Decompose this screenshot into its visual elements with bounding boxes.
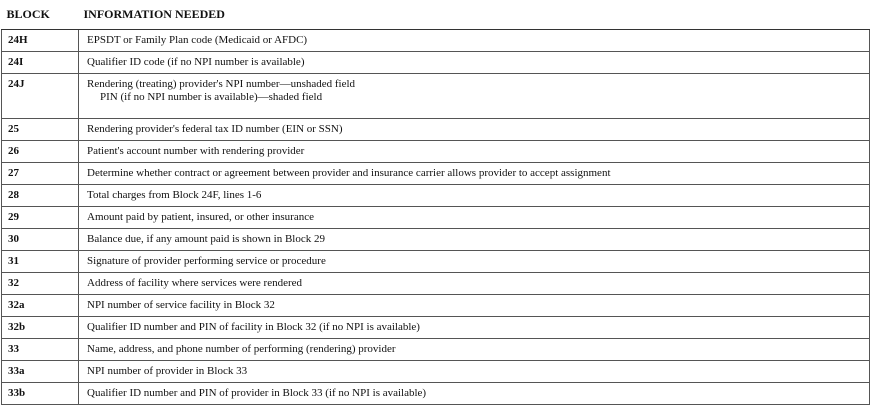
block-cell: 30 bbox=[2, 229, 79, 251]
header-row bbox=[2, 0, 870, 30]
table-row bbox=[2, 273, 870, 295]
table-row bbox=[2, 141, 870, 163]
block-cell: 31 bbox=[2, 251, 79, 273]
info-cell: Determine whether contract or agreement between provider and insurance carrier allows provider to accept assignment bbox=[79, 163, 870, 185]
block-cell: 28 bbox=[2, 185, 79, 207]
info-cell: Patient's account number with rendering provider bbox=[79, 141, 870, 163]
info-cell bbox=[79, 74, 870, 119]
info-line-npi: Rendering (treating) provider's NPI number—unshaded field bbox=[87, 78, 356, 90]
block-cell: 25 bbox=[2, 119, 79, 141]
info-cell: Signature of provider performing service or procedure bbox=[79, 251, 870, 273]
table-row bbox=[2, 74, 870, 119]
info-cell: Rendering provider's federal tax ID number (EIN or SSN) bbox=[79, 119, 870, 141]
table-row bbox=[2, 339, 870, 361]
info-cell: Qualifier ID number and PIN of facility in Block 32 (if no NPI is available) bbox=[79, 317, 870, 339]
info-cell: Amount paid by patient, insured, or other insurance bbox=[79, 207, 870, 229]
info-cell: Total charges from Block 24F, lines 1-6 bbox=[79, 185, 870, 207]
info-cell: EPSDT or Family Plan code (Medicaid or AFDC) bbox=[79, 30, 870, 52]
info-cell: Qualifier ID code (if no NPI number is available) bbox=[79, 52, 870, 74]
column-header-block: BLOCK bbox=[2, 0, 79, 30]
block-cell: 24H bbox=[2, 30, 79, 52]
table-row bbox=[2, 383, 870, 405]
table-row bbox=[2, 317, 870, 339]
table-row bbox=[2, 185, 870, 207]
table-row bbox=[2, 207, 870, 229]
table-row bbox=[2, 361, 870, 383]
block-cell: 32 bbox=[2, 273, 79, 295]
info-line-pin: PIN (if no NPI number is available)—shaded field bbox=[100, 91, 323, 103]
block-cell: 32b bbox=[2, 317, 79, 339]
info-cell: Name, address, and phone number of performing (rendering) provider bbox=[79, 339, 870, 361]
block-cell: 26 bbox=[2, 141, 79, 163]
block-info-table bbox=[1, 0, 870, 405]
info-cell: Address of facility where services were rendered bbox=[79, 273, 870, 295]
info-cell: NPI number of service facility in Block 32 bbox=[79, 295, 870, 317]
block-cell: 32a bbox=[2, 295, 79, 317]
info-cell: Qualifier ID number and PIN of provider in Block 33 (if no NPI is available) bbox=[79, 383, 870, 405]
block-cell: 29 bbox=[2, 207, 79, 229]
block-cell: 33 bbox=[2, 339, 79, 361]
info-cell: NPI number of provider in Block 33 bbox=[79, 361, 870, 383]
table-header bbox=[2, 0, 870, 30]
column-header-information-needed: INFORMATION NEEDED bbox=[79, 0, 870, 30]
info-cell: Balance due, if any amount paid is shown in Block 29 bbox=[79, 229, 870, 251]
block-cell: 33b bbox=[2, 383, 79, 405]
block-cell: 27 bbox=[2, 163, 79, 185]
table-row bbox=[2, 30, 870, 52]
table-row bbox=[2, 295, 870, 317]
table-row bbox=[2, 52, 870, 74]
table-row bbox=[2, 229, 870, 251]
table-row bbox=[2, 119, 870, 141]
block-cell: 24I bbox=[2, 52, 79, 74]
table-row bbox=[2, 163, 870, 185]
block-cell: 24J bbox=[2, 74, 79, 119]
table-row bbox=[2, 251, 870, 273]
block-cell: 33a bbox=[2, 361, 79, 383]
table-body bbox=[2, 30, 870, 405]
